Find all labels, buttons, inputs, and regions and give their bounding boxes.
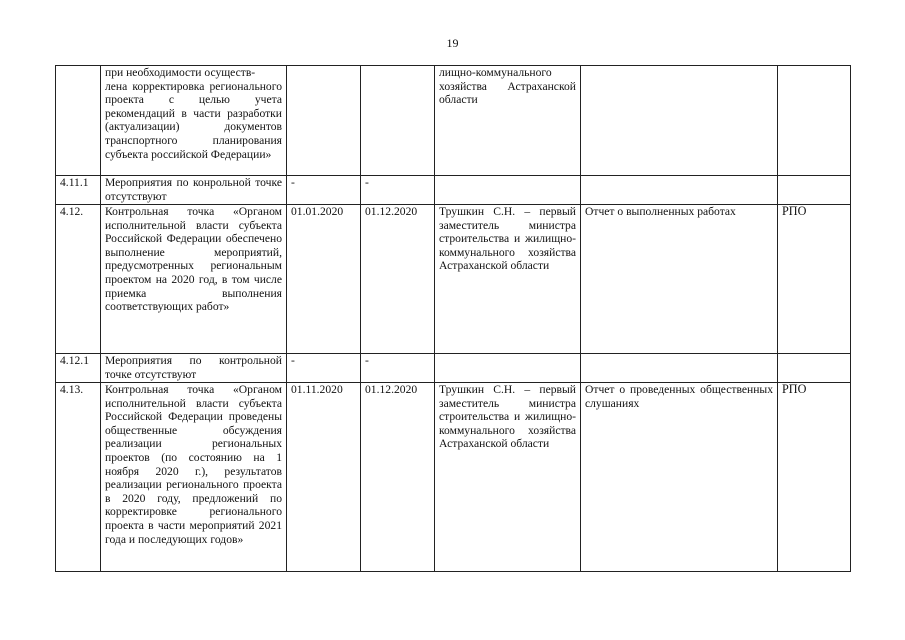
row-start-date: 01.11.2020: [287, 383, 361, 572]
row-number: 4.12.1: [56, 354, 101, 383]
table-row: [56, 383, 851, 572]
table-row: [56, 205, 851, 354]
control-points-table: [55, 65, 851, 572]
row-kind: [778, 66, 851, 176]
row-name: Мероприятия по конрольной точке отсутствуют: [101, 176, 287, 205]
row-responsible: Трушкин С.Н. – первый заместитель министра строительства и жилищно-коммунального хозяйства Астраханской области: [435, 383, 581, 572]
row-end-date: 01.12.2020: [361, 383, 435, 572]
row-start-date: -: [287, 354, 361, 383]
row-start-date: -: [287, 176, 361, 205]
row-number: [56, 66, 101, 176]
row-responsible: [435, 354, 581, 383]
row-number: 4.11.1: [56, 176, 101, 205]
row-responsible: лищно-коммунального хозяйства Астраханской области: [435, 66, 581, 176]
row-end-date: [361, 66, 435, 176]
row-end-date: -: [361, 354, 435, 383]
row-kind: [778, 176, 851, 205]
row-number: 4.12.: [56, 205, 101, 354]
row-kind: [778, 354, 851, 383]
table-row: [56, 66, 851, 176]
row-name: Контрольная точка «Органом исполнительной власти субъекта Российской Федерации обеспечено выполнение мероприятий, предусмотренных региональным проектом на 2020 год, в том числе приемка выполнения соответствующих работ»: [101, 205, 287, 354]
row-name: Мероприятия по контрольной точке отсутствуют: [101, 354, 287, 383]
row-number: 4.13.: [56, 383, 101, 572]
row-result: Отчет о проведенных общественных слушаниях: [581, 383, 778, 572]
row-result: [581, 176, 778, 205]
row-name: [101, 66, 287, 176]
row-kind: РПО: [778, 383, 851, 572]
row-responsible: [435, 176, 581, 205]
row-end-date: 01.12.2020: [361, 205, 435, 354]
page-number: 19: [446, 36, 459, 50]
table-row: [56, 176, 851, 205]
table-row: [56, 354, 851, 383]
row-name-text: при необходимости осуществ- лена корректировка регионального проекта с целью учета рекомендаций в части разработки (актуализации) документов транспортного планирования субъекта российской Федерации»: [105, 66, 282, 161]
row-result: [581, 354, 778, 383]
row-kind: РПО: [778, 205, 851, 354]
row-result: [581, 66, 778, 176]
row-start-date: [287, 66, 361, 176]
row-result: Отчет о выполненных работах: [581, 205, 778, 354]
row-end-date: -: [361, 176, 435, 205]
row-responsible: Трушкин С.Н. – первый заместитель министра строительства и жилищно-коммунального хозяйства Астраханской области: [435, 205, 581, 354]
row-start-date: 01.01.2020: [287, 205, 361, 354]
row-name: Контрольная точка «Органом исполнительной власти субъекта Российской Федерации проведены общественные обсуждения реализации региональных проектов (по состоянию на 1 ноября 2020 г.), результатов реализации регионального проекта в 2020 году, предложений по корректировке регионального проекта в части мероприятий 2021 года и последующих годов»: [101, 383, 287, 572]
